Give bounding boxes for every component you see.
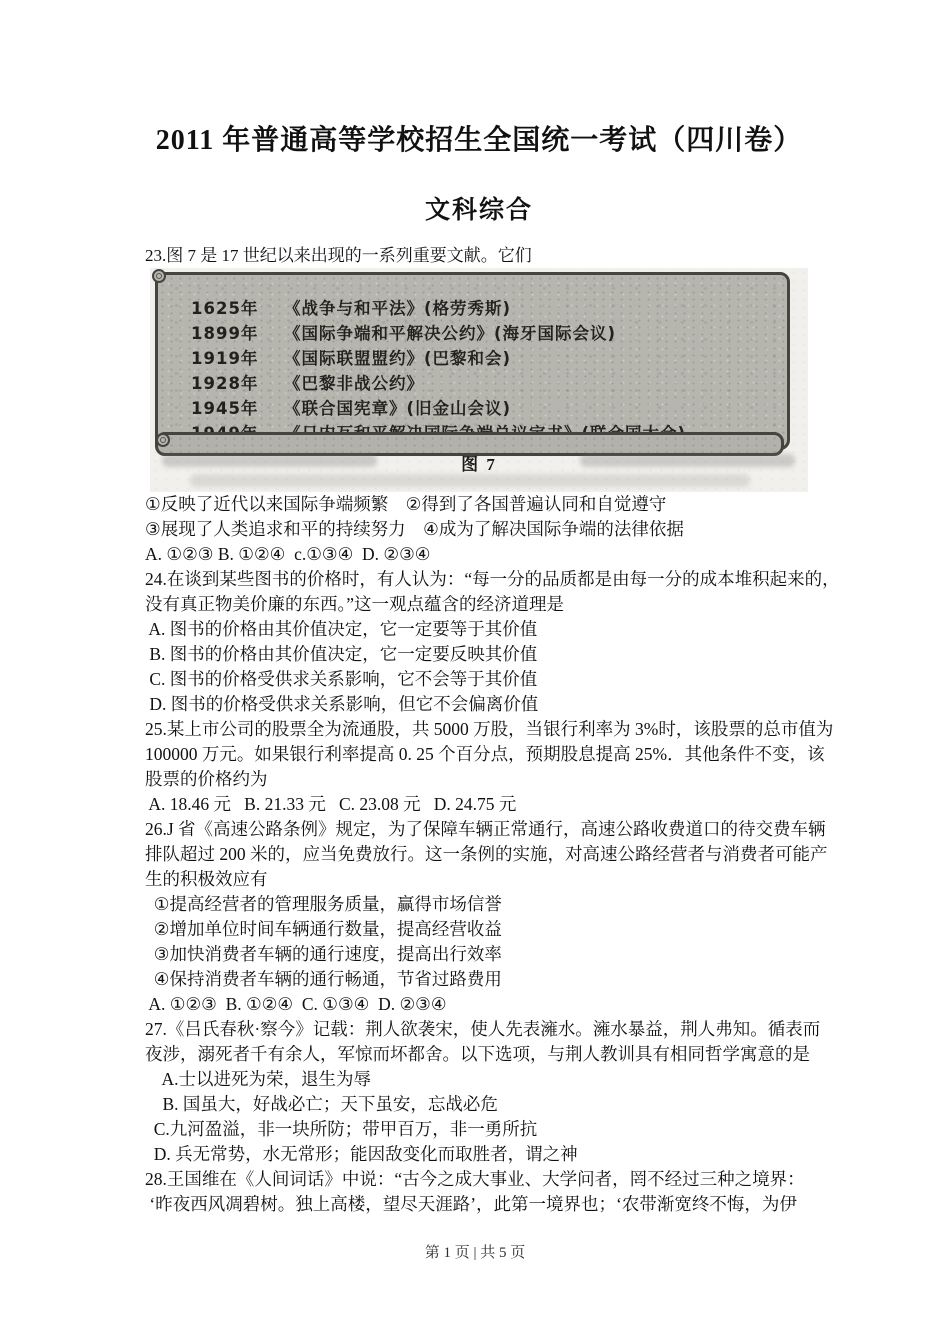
text-line: 25.某上市公司的股票全为流通股，共 5000 万股，当银行利率为 3%时，该股票的总市值为 — [145, 719, 834, 739]
text-line: ④保持消费者车辆的通行畅通，节省过路费用 — [145, 969, 502, 989]
text-line: A.士以进死为荣，退生为辱 — [145, 1069, 372, 1089]
page-subtitle: 文科综合 — [424, 197, 533, 224]
figure-year: 1899年 — [191, 324, 259, 343]
text-line: 生的积极效应有 — [145, 869, 268, 889]
text-line: B. 国虽大，好战必亡；天下虽安，忘战必危 — [145, 1094, 498, 1114]
figure-row — [191, 296, 775, 321]
text-line: ②增加单位时间车辆通行数量，提高经营收益 — [145, 919, 502, 939]
text-line: B. 图书的价格由其价值决定，它一定要反映其价值 — [145, 644, 538, 664]
text-line: 26.J 省《高速公路条例》规定，为了保障车辆正常通行，高速公路收费道口的待交费车辆 — [145, 819, 826, 839]
text-line: A. 18.46 元 B. 21.33 元 C. 23.08 元 D. 24.75 元 — [145, 794, 517, 814]
text-line: 没有真正物美价廉的东西。”这一观点蕴含的经济道理是 — [145, 594, 565, 614]
text-line: A. ①②③ B. ①②④ C. ①③④ D. ②③④ — [145, 994, 447, 1014]
figure-document-title: 《巴黎非战公约》 — [284, 374, 424, 393]
question-23-stem: 23.图 7 是 17 世纪以来出现的一系列重要文献。它们 — [145, 246, 532, 265]
figure-7-scan-region — [150, 268, 808, 492]
figure-document-title: 《联合国宪章》(旧金山会议) — [284, 399, 512, 418]
text-line: D. 图书的价格受供求关系影响，但它不会偏离价值 — [145, 694, 539, 714]
text-line: ‘昨夜西风凋碧树。独上高楼，望尽天涯路’，此第一境界也；‘农带渐宽终不悔，为伊 — [145, 1194, 797, 1214]
scroll-curl-icon — [156, 433, 170, 447]
text-line: ①提高经营者的管理服务质量，赢得市场信誉 — [145, 894, 502, 914]
figure-document-title: 《国际争端和平解决公约》(海牙国际会议) — [284, 324, 617, 343]
text-line: D. 兵无常势，水无常形；能因敌变化而取胜者，谓之神 — [145, 1144, 578, 1164]
bleed-artifact — [190, 474, 750, 487]
figure-row — [191, 321, 775, 346]
text-line: 28.王国维在《人间词话》中说：“古今之成大事业、大学问者，罔不经过三种之境界： — [145, 1169, 805, 1189]
text-line: 27.《吕氏春秋·察今》记载：荆人欲袭宋，使人先表澭水。澭水暴益，荆人弗知。循表而 — [145, 1019, 821, 1039]
figure-document-title: 《国际联盟盟约》(巴黎和会) — [284, 349, 512, 368]
figure-year: 1919年 — [191, 349, 259, 368]
figure-year: 1945年 — [191, 399, 259, 418]
text-line: ③展现了人类追求和平的持续努力 ④成为了解决国际争端的法律依据 — [145, 519, 684, 539]
text-line: A. ①②③ B. ①②④ c.①③④ D. ②③④ — [145, 544, 431, 564]
text-line: ①反映了近代以来国际争端频繁 ②得到了各国普遍认同和自觉遵守 — [145, 494, 667, 514]
text-line: C.九河盈溢，非一块所防；带甲百万，非一勇所抗 — [145, 1119, 538, 1139]
page-title: 2011 年普通高等学校招生全国统一考试（四川卷） — [155, 125, 803, 156]
text-line: ③加快消费者车辆的通行速度，提高出行效率 — [145, 944, 502, 964]
figure-year: 1625年 — [191, 299, 259, 318]
page-number-footer: 第 1 页 | 共 5 页 — [424, 1245, 526, 1261]
figure-year: 1928年 — [191, 374, 259, 393]
text-line: 100000 万元。如果银行利率提高 0. 25 个百分点，预期股息提高 25%．其他条件不变，该 — [145, 744, 825, 764]
figure-row — [191, 371, 775, 396]
figure-row — [191, 396, 775, 421]
figure-caption: 图 7 — [461, 455, 497, 474]
figure-document-title: 《战争与和平法》(格劳秀斯) — [284, 299, 512, 318]
text-line: 24.在谈到某些图书的价格时，有人认为：“每一分的品质都是由每一分的成本堆积起来的， — [145, 569, 840, 589]
question-text-block — [145, 492, 840, 1217]
text-line: 股票的价格约为 — [145, 769, 268, 789]
text-line: 夜涉，溺死者千有余人，军惊而坏都舍。以下选项，与荆人教训具有相同哲学寓意的是 — [145, 1044, 810, 1064]
text-line: 排队超过 200 米的，应当免费放行。这一条例的实施，对高速公路经营者与消费者可能产 — [145, 844, 828, 864]
text-line: C. 图书的价格受供求关系影响，它不会等于其价值 — [145, 669, 538, 689]
figure-entry-list — [191, 296, 775, 446]
text-line: A. 图书的价格由其价值决定，它一定要等于其价值 — [145, 619, 538, 639]
scroll-illustration — [155, 272, 790, 450]
figure-row — [191, 346, 775, 371]
scroll-curl-icon — [152, 269, 166, 283]
